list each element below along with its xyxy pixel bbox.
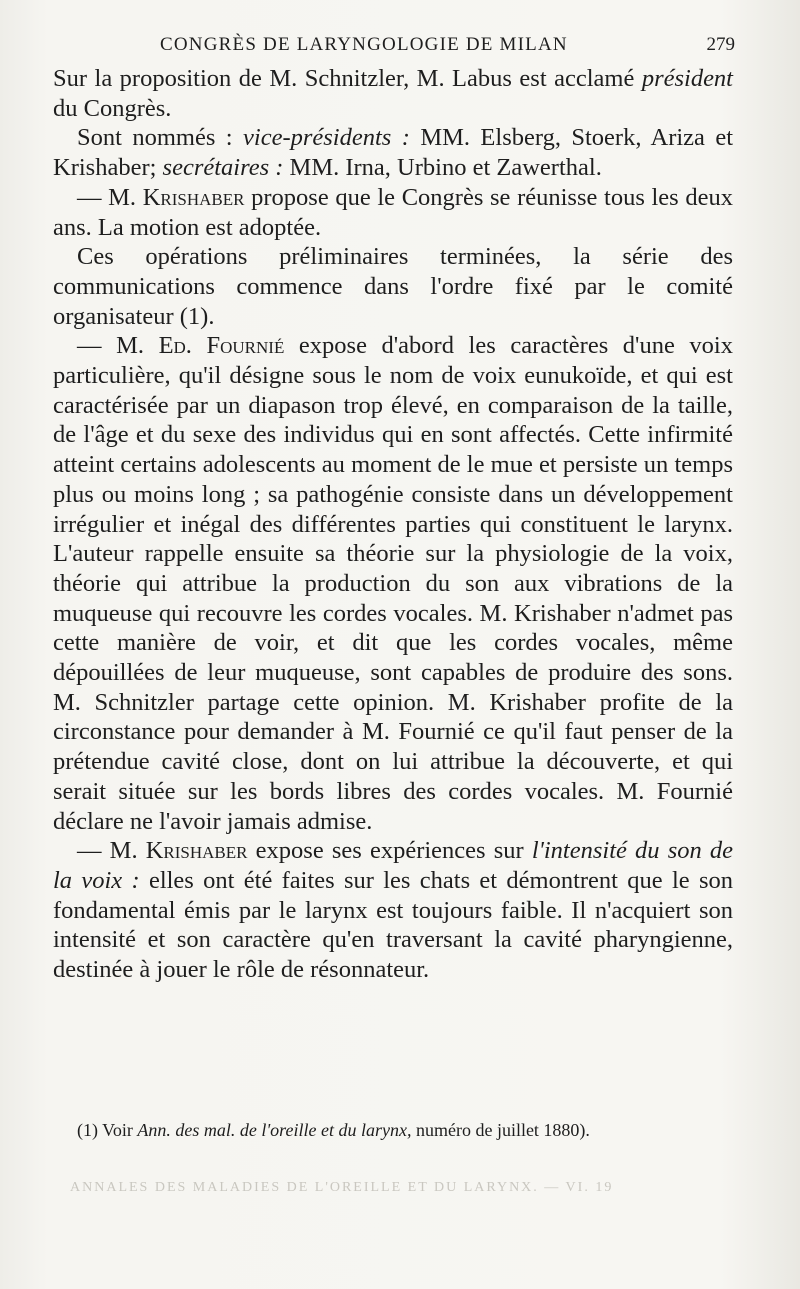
paragraph-nominations: [53, 123, 733, 182]
italic-text: président: [641, 65, 733, 92]
italic-text: secrétaires :: [162, 154, 284, 182]
page-header: [55, 34, 735, 64]
bleed-through-text: ANNALES DES MALADIES DE L'OREILLE ET DU LARYNX. — VI. 19: [70, 1180, 614, 1195]
speaker-name: Ed. Fournié: [158, 332, 285, 360]
text-run: (1) Voir: [77, 1120, 138, 1140]
text-run: — M.: [77, 837, 146, 865]
italic-text: vice-présidents :: [243, 124, 410, 152]
speaker-name: Krishaber: [142, 183, 245, 211]
page-number: 279: [706, 34, 735, 55]
paragraph-krishaber-voice-intensity: [53, 836, 733, 985]
text-run: Sont nommés :: [77, 124, 244, 152]
footnote-1: [53, 1118, 735, 1142]
text-run: propose que le Congrès se réunisse tous les deux ans. La motion est adoptée.: [53, 183, 733, 241]
text-run: MM. Elsberg, Stoerk, Ariza et Krishaber;: [53, 124, 734, 182]
body-text: [53, 64, 733, 985]
footnotes: [53, 1118, 735, 1142]
text-run: expose ses expériences sur: [247, 837, 532, 865]
text-run: expose d'abord les caractères d'une voix particulière, qu'il désigne sous le nom de voix eunukoïde, et qui est caractérisée par un diapason trop élevé, en comparaison de la taille, de l'âge et du sexe des individus qui en sont affectés. Cette infirmité atteint certains adolescents au moment de le mue et persiste un temps plus ou moins long ; sa pathogénie consiste dans un développement irrégulier et inégal des différentes parties qui constituent le larynx. L'auteur rappelle ensuite sa théorie sur la physiologie de la voix, théorie qui attribue la production du son aux vibrations de la muqueuse qui recouvre les cordes vocales. M. Krishaber n'admet pas cette manière de voir, et dit que les cordes vocales, même dépouillées de leur muqueuse, sont capables de produire des sons. M. Schnitzler partage cette opinion. M. Krishaber profite de la circonstance pour demander à M. Fournié ce qu'il faut penser de la prétendue cavité close, dont on lui attribue la découverte, et qui serait située sur les bords libres des cordes vocales. M. Fournié déclare ne l'avoir jamais admise.: [53, 332, 733, 835]
text-run: Ces opérations préliminaires terminées, la série des communications commence dans l'ordre fixé par le comité organisateur (1).: [53, 243, 733, 330]
text-run: Sur la proposition de M. Schnitzler, M. Labus est acclamé: [53, 65, 642, 92]
text-run: — M.: [77, 183, 143, 211]
paragraph-fournie-eunuchoid-voice: [53, 331, 733, 836]
italic-text: Ann. des mal. de l'oreille et du larynx,: [137, 1120, 412, 1140]
speaker-name: Krishaber: [145, 837, 248, 865]
paragraph-communications-order: [53, 242, 733, 331]
text-run: — M.: [77, 332, 159, 360]
text-run: du Congrès.: [53, 94, 172, 122]
text-run: MM. Irna, Urbino et Zawerthal.: [283, 154, 602, 182]
running-head: CONGRÈS DE LARYNGOLOGIE DE MILAN: [160, 34, 568, 55]
paragraph-krishaber-proposal: [53, 183, 733, 242]
text-run: numéro de juillet 1880).: [411, 1120, 590, 1140]
paragraph-labus-president: [53, 64, 733, 123]
text-run: elles ont été faites sur les chats et démontrent que le son fondamental émis par le larynx est toujours faible. Il n'acquiert son intensité et son caractère qu'en traversant la cavité pharyngienne, destinée à jouer le rôle de résonnateur.: [53, 866, 733, 984]
italic-text: l'intensité du son de la voix :: [53, 837, 734, 894]
